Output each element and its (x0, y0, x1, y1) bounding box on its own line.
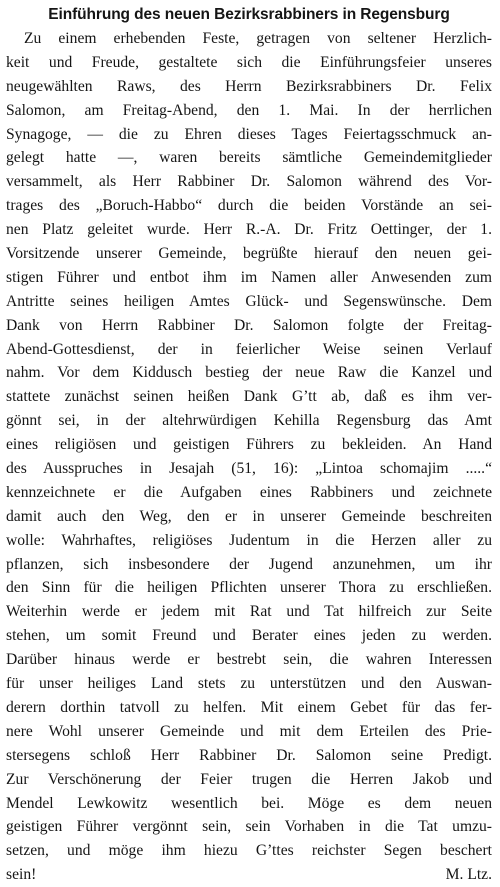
article-line: setzen, und möge ihm hiezu G’ttes reichster Segen beschert (6, 842, 492, 860)
article-line: stersegens schloß Herr Rabbiner Dr. Salomon seine Predigt. (6, 746, 492, 764)
newspaper-article (6, 3, 492, 887)
article-line: stehen, um somit Freund und Berater eines jeden zu werden. (6, 627, 492, 645)
article-line: stattete zunächst seinen heißen Dank G’tt ab, daß es ihm ver- (6, 388, 492, 406)
article-line: Darüber hinaus werde er bestrebt sein, die wahren Interessen (6, 651, 492, 669)
article-line: derern dorthin tatvoll zu helfen. Mit einem Gebet für das fer- (6, 698, 492, 716)
article-line: versammelt, als Herr Rabbiner Dr. Salomon während des Vor- (6, 173, 492, 191)
article-line: gelegt hatte —, waren bereits sämtliche Gemeindemitglieder (6, 149, 492, 167)
article-line: Antritte seines heiligen Amtes Glück- und Segenswünsche. Dem (6, 292, 492, 310)
article-line: stigen Führer und entbot ihm im Namen aller Anwesenden zum (6, 268, 492, 286)
article-closing-line (6, 863, 492, 887)
article-line: trages des „Boruch-Habbo“ durch die beiden Vorstände an sei- (6, 197, 492, 215)
article-line: neugewählten Raws, des Herrn Bezirksrabbiners Dr. Felix (6, 77, 492, 95)
article-line: für unser heiliges Land stets zu unterstützen und den Auswan- (6, 675, 492, 693)
article-headline: Einführung des neuen Bezirksrabbiners in Regensburg (48, 6, 450, 23)
article-line: wolle: Wahrhaftes, religiöses Judentum in die Herzen aller zu (6, 531, 492, 549)
article-line: des Ausspruches in Jesajah (51, 16): „Lintoa schomajim .....“ (6, 460, 492, 478)
article-line: eines religiösen und geistigen Führers zu bekleiden. An Hand (6, 436, 492, 454)
article-line: nere Wohl unserer Gemeinde und mit dem Erteilen des Prie- (6, 722, 492, 740)
article-line: kennzeichnete er die Aufgaben eines Rabbiners und zeichnete (6, 483, 492, 501)
article-line: pflanzen, sich insbesondere der Jugend anzunehmen, um ihr (6, 555, 492, 573)
article-line: geistigen Führer vergönnt sein, sein Vorhaben in die Tat umzu- (6, 818, 492, 836)
article-line: Dank von Herrn Rabbiner Dr. Salomon folgte der Freitag- (6, 316, 492, 334)
article-line: Mendel Lewkowitz wesentlich bei. Möge es dem neuen (6, 794, 492, 812)
author-signature: M. Ltz. (445, 866, 492, 884)
article-line: nahm. Vor dem Kiddusch bestieg der neue Raw die Kanzel und (6, 364, 492, 382)
article-line: Zur Verschönerung der Feier trugen die Herren Jakob und (6, 770, 492, 788)
article-line: nen Platz geleitet wurde. Herr R.-A. Dr. Fritz Oettinger, der 1. (6, 221, 492, 239)
article-line: Zu einem erhebenden Feste, getragen von seltener Herzlich- (24, 30, 492, 47)
article-line: den Sinn für die heiligen Pflichten unserer Thora zu erschließen. (6, 579, 492, 597)
article-line: Abend-Gottesdienst, der in feierlicher Weise seinen Verlauf (6, 340, 492, 358)
article-line: keit und Freude, gestaltete sich die Einführungsfeier unseres (6, 53, 492, 71)
article-line: Weiterhin werde er jedem mit Rat und Tat hilfreich zur Seite (6, 603, 492, 621)
article-line: Salomon, am Freitag-Abend, den 1. Mai. In der herrlichen (6, 101, 492, 119)
article-line: sein! (6, 866, 37, 884)
article-line: Synagoge, — die zu Ehren dieses Tages Feiertagsschmuck an- (6, 125, 492, 143)
article-line: Vorsitzende unserer Gemeinde, begrüßte hierauf den neuen gei- (6, 245, 492, 263)
article-line: damit auch den Weg, den er in unserer Gemeinde beschreiten (6, 507, 492, 525)
article-body (6, 27, 492, 887)
article-line: gönnt sei, in der altehrwürdigen Kehilla Regensburg das Amt (6, 412, 492, 430)
